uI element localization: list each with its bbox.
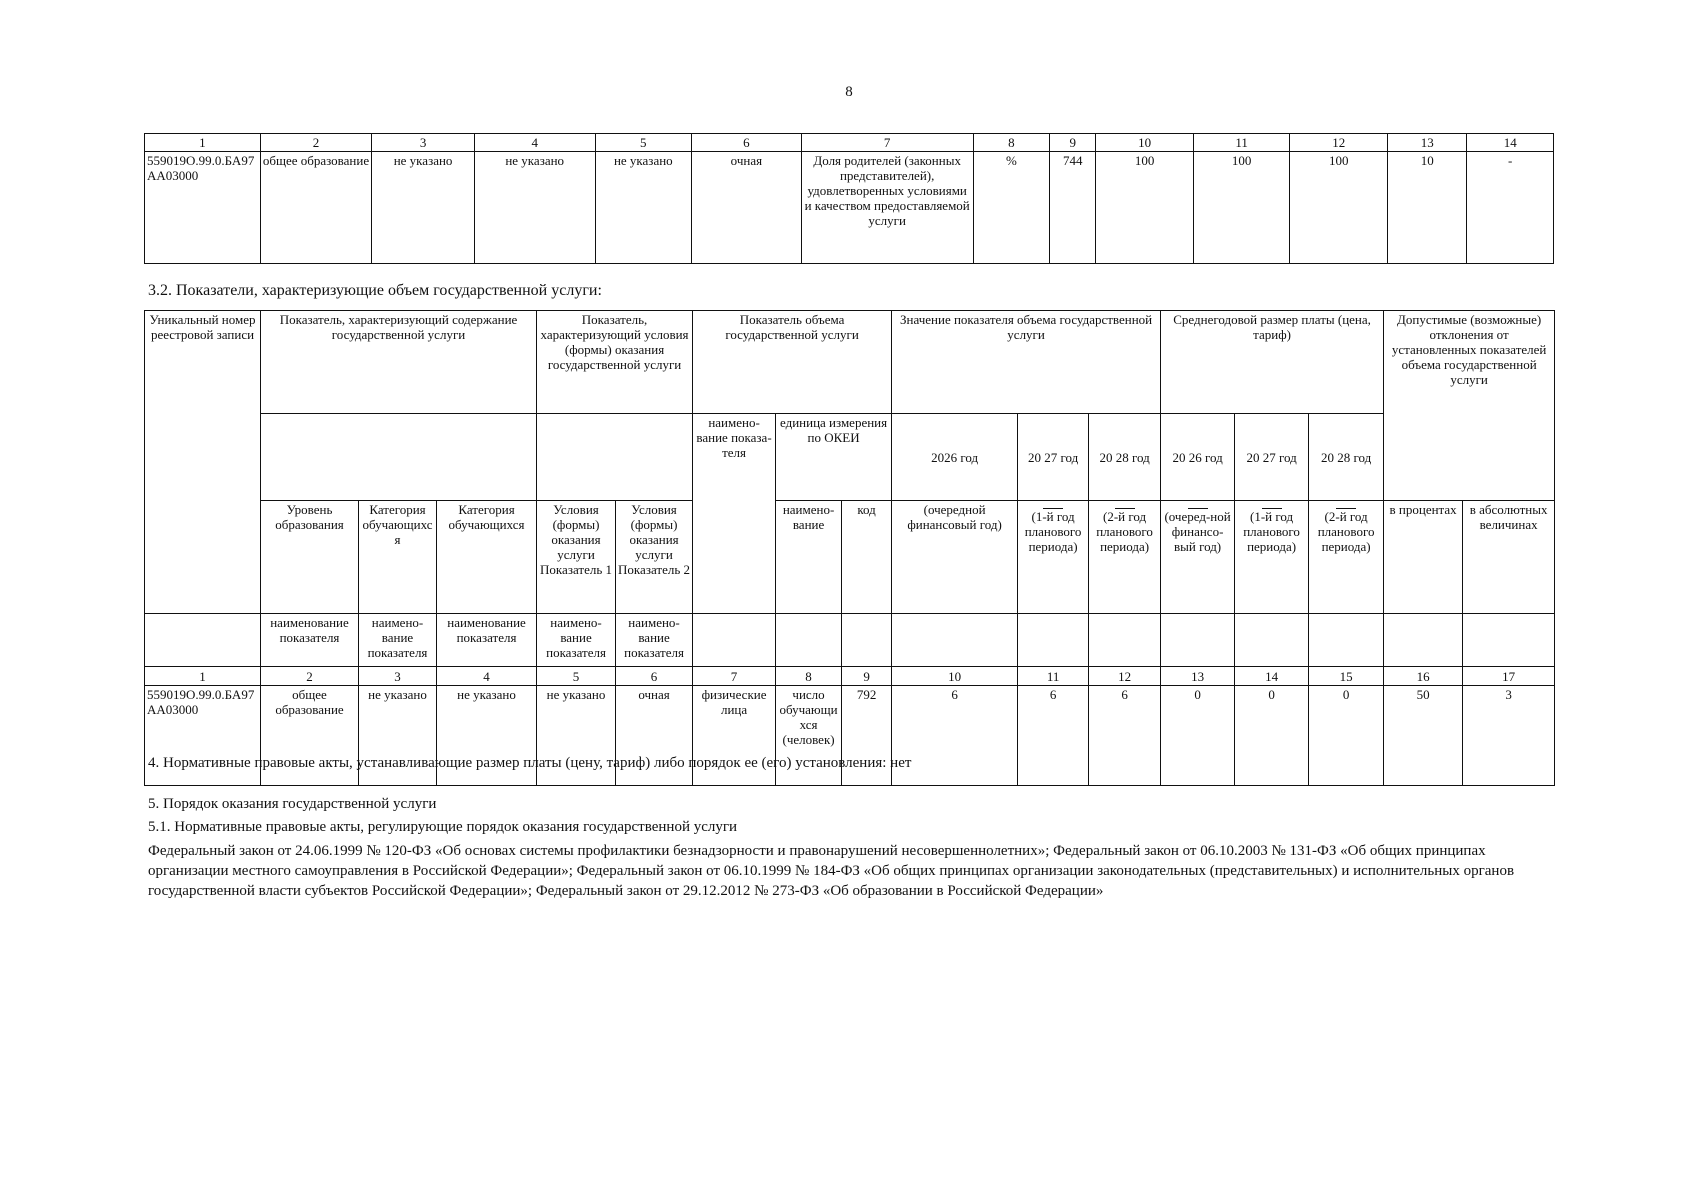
year-header [1018, 414, 1089, 501]
column-number: 14 [1235, 667, 1309, 686]
table-cell: 6 [892, 686, 1018, 786]
name-header: наименование показателя [261, 614, 359, 667]
column-number: 3 [372, 134, 475, 152]
table-cell: физические лица [693, 686, 776, 786]
table-cell: 100 [1096, 152, 1194, 264]
registry-number-cell: 559019О.99.0.БА97АА03000 [145, 152, 261, 264]
blank-cell [1018, 614, 1089, 667]
volume-value-header: Значение показателя объема государственной услуги [892, 311, 1161, 414]
table-cell: 50 [1384, 686, 1463, 786]
year-label: 2026 год [931, 449, 979, 465]
conditions-indicator-header: Показатель, характеризующий условия (формы) оказания государственной услуги [537, 311, 693, 414]
table-row [145, 152, 1554, 264]
header-row-2 [145, 414, 1555, 501]
column-number: 1 [145, 134, 261, 152]
blank-cell [693, 614, 776, 667]
table-cell: - [1467, 152, 1554, 264]
year-header [1161, 414, 1235, 501]
table-cell: не указано [474, 152, 595, 264]
registry-number-cell: 559019О.99.0.БА97АА03000 [145, 686, 261, 786]
period-header [1309, 501, 1384, 614]
blank-cell [1089, 614, 1161, 667]
unit-code-header: код [842, 501, 892, 614]
percent-header: в процентах [1384, 501, 1463, 614]
blank-cell [892, 614, 1018, 667]
blank-cell [145, 614, 261, 667]
volume-indicator-header: Показатель объема государственной услуги [693, 311, 892, 414]
period-label: (1-й год планового периода) [1243, 509, 1300, 554]
period-label: (очеред-ной финансо-вый год) [1164, 509, 1231, 554]
condition1-header: Условия (формы) оказания услуги Показатель 1 [537, 501, 616, 614]
column-number: 5 [595, 134, 692, 152]
unit-header: единица измерения по ОКЕИ [776, 414, 892, 501]
table-cell: 3 [1463, 686, 1555, 786]
condition2-header: Условия (формы) оказания услуги Показатель 2 [616, 501, 693, 614]
table-cell: 10 [1387, 152, 1466, 264]
column-number: 9 [1050, 134, 1096, 152]
indicator-name-cell: Доля родителей (законных представителей), удовлетворенных условиями и качеством предоставляемой услуги [801, 152, 973, 264]
period-header [1235, 501, 1309, 614]
column-number: 6 [616, 667, 693, 686]
column-number: 2 [261, 667, 359, 686]
column-number: 10 [1096, 134, 1194, 152]
header-row-4 [145, 614, 1555, 667]
table-cell: не указано [595, 152, 692, 264]
period-header [1018, 501, 1089, 614]
period-label: (2-й год планового периода) [1317, 509, 1375, 554]
column-number: 17 [1463, 667, 1555, 686]
table-cell: очная [616, 686, 693, 786]
column-number: 3 [359, 667, 437, 686]
table-cell: 0 [1235, 686, 1309, 786]
table-cell: 0 [1161, 686, 1235, 786]
unit-name-header: наимено-вание [776, 501, 842, 614]
column-number: 15 [1309, 667, 1384, 686]
section-4-text: 4. Нормативные правовые акты, устанавливающие размер платы (цену, тариф) либо порядок ее (его) установления: нет [148, 755, 912, 771]
absolute-header: в абсолютных величинах [1463, 501, 1555, 614]
section-3-2-heading: 3.2. Показатели, характеризующие объем государственной услуги: [148, 282, 602, 299]
category1-header: Категория обучающихся [359, 501, 437, 614]
blank-cell [842, 614, 892, 667]
table-cell: общее образование [261, 686, 359, 786]
column-number: 12 [1290, 134, 1388, 152]
column-number: 13 [1387, 134, 1466, 152]
table-cell: не указано [537, 686, 616, 786]
table-cell: 6 [1018, 686, 1089, 786]
blank-cell [1309, 614, 1384, 667]
period-label: (2-й год планового периода) [1096, 509, 1153, 554]
column-number: 13 [1161, 667, 1235, 686]
table-cell: 6 [1089, 686, 1161, 786]
table-cell: не указано [359, 686, 437, 786]
name-header: наимено-вание показателя [616, 614, 693, 667]
table-cell: 744 [1050, 152, 1096, 264]
column-number: 12 [1089, 667, 1161, 686]
section-5-1-heading: 5.1. Нормативные правовые акты, регулирующие порядок оказания государственной услуги [148, 819, 738, 835]
blank-cell [776, 614, 842, 667]
blank-cell [1463, 614, 1555, 667]
volume-name-header: наимено-вание показа-теля [693, 414, 776, 614]
column-number: 8 [973, 134, 1049, 152]
deviation-header: Допустимые (возможные) отклонения от установленных показателей объема государственной услуги [1384, 311, 1555, 501]
table-cell: 100 [1193, 152, 1290, 264]
period-label: (очередной финансовый год) [907, 502, 1002, 532]
period-header [1089, 501, 1161, 614]
column-number: 2 [260, 134, 372, 152]
year-header [892, 414, 1018, 501]
table-cell: 0 [1309, 686, 1384, 786]
name-header: наименование показателя [437, 614, 537, 667]
header-row-1 [145, 311, 1555, 414]
table-cell: % [973, 152, 1049, 264]
year-label: 20 27 год [1246, 449, 1297, 465]
column-numbers-row [145, 667, 1555, 686]
year-header [1235, 414, 1309, 501]
fee-header: Среднегодовой размер платы (цена, тариф) [1161, 311, 1384, 414]
volume-indicators-table [144, 310, 1555, 786]
column-number: 1 [145, 667, 261, 686]
column-number: 7 [693, 667, 776, 686]
period-header [1161, 501, 1235, 614]
table-cell: очная [692, 152, 802, 264]
table-cell: не указано [372, 152, 475, 264]
unique-number-header: Уникальный номер реестровой записи [145, 311, 261, 614]
category2-header: Категория обучающихся [437, 501, 537, 614]
year-label: 20 28 год [1099, 449, 1150, 465]
column-number: 6 [692, 134, 802, 152]
column-number: 11 [1193, 134, 1290, 152]
blank-cell [1384, 614, 1463, 667]
laws-paragraph: Федеральный закон от 24.06.1999 № 120-ФЗ «Об основах системы профилактики безнадзорности и правонарушений несовершеннолетних»; Федеральный закон от 06.10.2003 № 131-ФЗ «Об общих принципах организации местного самоуправления в Российской Федерации»; Федеральный закон от 06.10.1999 № 184-ФЗ «Об общих принципах организации законодательных (представительных) и исполнительных органов государственной власти субъектов Российской Федерации»; Федеральный закон от 29.12.2012 № 273-ФЗ «Об образовании в Российской Федерации» [148, 843, 1515, 899]
section-5-heading: 5. Порядок оказания государственной услуги [148, 796, 437, 812]
header-row-3 [145, 501, 1555, 614]
page-number: 8 [845, 84, 853, 100]
period-header [892, 501, 1018, 614]
table-header-row [145, 134, 1554, 152]
column-number: 14 [1467, 134, 1554, 152]
year-label: 20 28 год [1320, 449, 1372, 465]
table-cell: общее образование [260, 152, 372, 264]
table-cell: 100 [1290, 152, 1388, 264]
quality-indicators-table [144, 133, 1554, 264]
column-number: 4 [474, 134, 595, 152]
column-number: 5 [537, 667, 616, 686]
column-number: 4 [437, 667, 537, 686]
name-header: наимено-вание показателя [537, 614, 616, 667]
year-label: 20 27 год [1027, 449, 1079, 465]
table-cell: не указано [437, 686, 537, 786]
column-number: 8 [776, 667, 842, 686]
column-number: 11 [1018, 667, 1089, 686]
period-label: (1-й год планового периода) [1024, 509, 1082, 554]
column-number: 9 [842, 667, 892, 686]
year-header [1089, 414, 1161, 501]
column-number: 7 [801, 134, 973, 152]
table-cell: число обучающихся (человек) [776, 686, 842, 786]
name-header: наимено-вание показателя [359, 614, 437, 667]
column-number: 10 [892, 667, 1018, 686]
conditions-subheader [537, 414, 693, 501]
content-subheader [261, 414, 537, 501]
column-number: 16 [1384, 667, 1463, 686]
year-label: 20 26 год [1172, 449, 1223, 465]
blank-cell [1235, 614, 1309, 667]
content-indicator-header: Показатель, характеризующий содержание государственной услуги [261, 311, 537, 414]
year-header [1309, 414, 1384, 501]
table-cell: 792 [842, 686, 892, 786]
level-header [261, 501, 359, 614]
level-header-label: Уровень образования [275, 502, 344, 532]
blank-cell [1161, 614, 1235, 667]
